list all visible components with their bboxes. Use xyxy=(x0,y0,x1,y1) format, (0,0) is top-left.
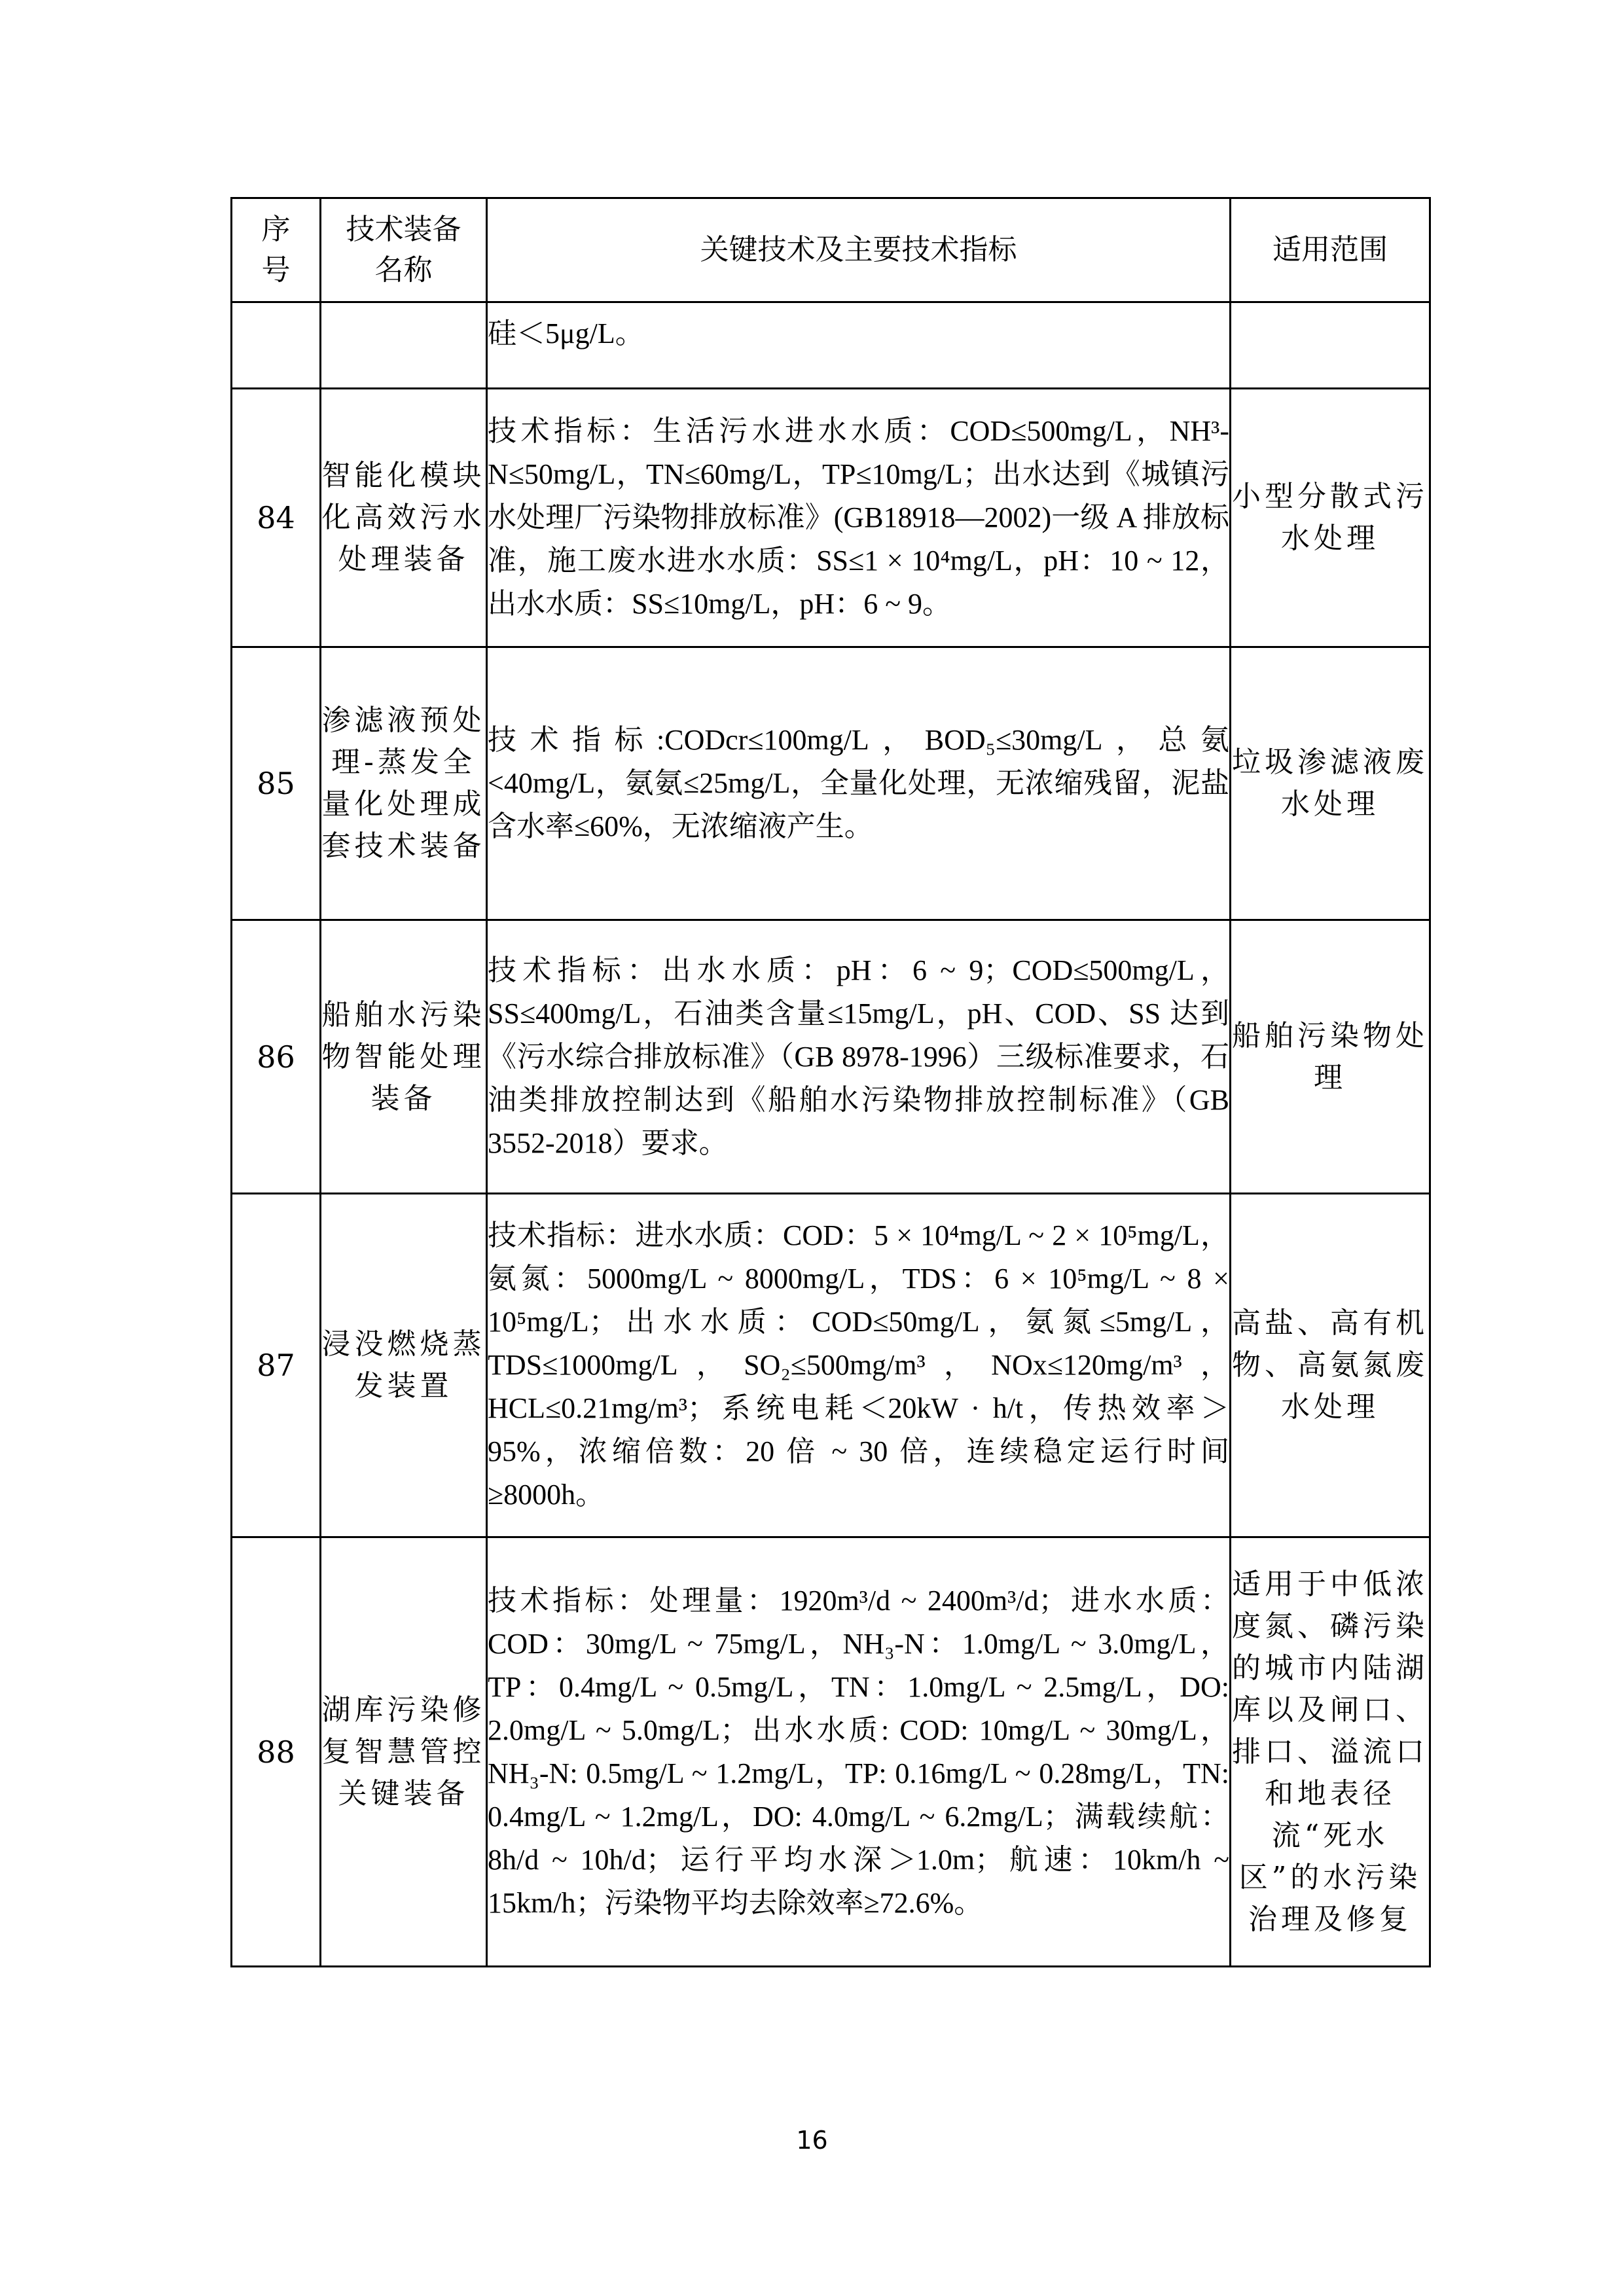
cell-key-technology: 技术指标：处理量：1920m³/d ~ 2400m³/d；进水水质：COD：30mg/L ~ 75mg/L，NH₃-N：1.0mg/L ~ 3.0mg/L，TP：0.4mg/L ~ 0.5mg/L，TN：1.0mg/L ~ 2.5mg/L，DO: 2.0mg/L ~ 5.0mg/L；出水水质: COD: 10mg/L ~ 30mg/L，NH₃-N: 0.5mg/L ~ 1.2mg/L，TP: 0.16mg/L ~ 0.28mg/L，TN: 0.4mg/L ~ 1.2mg/L，DO: 4.0mg/L ~ 6.2mg/L；满载续航：8h/d ~ 10h/d；运行平均水深＞1.0m；航速：10km/h ~ 15km/h；污染物平均去除效率≥72.6%。 xyxy=(487,1537,1231,1967)
cell-application-scope: 小型分散式污水处理 xyxy=(1231,389,1430,647)
cell-application-scope: 适用于中低浓度氮、磷污染的城市内陆湖库以及闸口、排口、溢流口和地表径流“死水区”的水污染治理及修复 xyxy=(1231,1537,1430,1967)
table-row xyxy=(232,920,1430,1194)
header-equipment-name: 技术装备名称 xyxy=(321,198,487,302)
cell-key-technology: 技术指标:CODcr≤100mg/L，BOD₅≤30mg/L，总氨<40mg/L，氨氨≤25mg/L，全量化处理，无浓缩残留，泥盐含水率≤60%，无浓缩液产生。 xyxy=(487,647,1231,920)
cell-equipment-name: 湖库污染修复智慧管控关键装备 xyxy=(321,1537,487,1967)
cell-equipment-name: 浸没燃烧蒸发装置 xyxy=(321,1194,487,1537)
table-row-continuation xyxy=(232,302,1430,389)
cell-equipment-name: 船舶水污染物智能处理装备 xyxy=(321,920,487,1194)
cell-application-scope: 船舶污染物处理 xyxy=(1231,920,1430,1194)
cell-serial-number: 86 xyxy=(232,920,321,1194)
cell-serial-number: 84 xyxy=(232,389,321,647)
cell-serial-number: 85 xyxy=(232,647,321,920)
cell-key-technology: 技术指标：生活污水进水水质：COD≤500mg/L，NH³-N≤50mg/L，TN≤60mg/L，TP≤10mg/L；出水达到《城镇污水处理厂污染物排放标准》(GB18918—2002)一级 A 排放标准，施工废水进水水质：SS≤1 × 10⁴mg/L，pH：10 ~ 12，出水水质：SS≤10mg/L，pH：6 ~ 9。 xyxy=(487,389,1231,647)
cell-serial-number: 87 xyxy=(232,1194,321,1537)
cell-serial-number: 88 xyxy=(232,1537,321,1967)
cell-key-technology: 硅＜5μg/L。 xyxy=(487,302,1231,389)
header-application-scope: 适用范围 xyxy=(1231,198,1430,302)
table-header-row xyxy=(232,198,1430,302)
cell-application-scope xyxy=(1231,302,1430,389)
cell-serial-number xyxy=(232,302,321,389)
table-row xyxy=(232,389,1430,647)
cell-key-technology: 技术指标：进水水质：COD：5 × 10⁴mg/L ~ 2 × 10⁵mg/L，氨氮：5000mg/L ~ 8000mg/L，TDS：6 × 10⁵mg/L ~ 8 × 10⁵mg/L；出水水质：COD≤50mg/L，氨氮≤5mg/L，TDS≤1000mg/L，SO₂≤500mg/m³，NOx≤120mg/m³，HCL≤0.21mg/m³；系统电耗＜20kW · h/t，传热效率＞95%，浓缩倍数：20 倍 ~ 30 倍，连续稳定运行时间≥8000h。 xyxy=(487,1194,1231,1537)
equipment-spec-table xyxy=(230,197,1431,1967)
cell-equipment-name xyxy=(321,302,487,389)
table-row xyxy=(232,1194,1430,1537)
cell-application-scope: 垃圾渗滤液废水处理 xyxy=(1231,647,1430,920)
cell-key-technology: 技术指标：出水水质：pH：6 ~ 9；COD≤500mg/L，SS≤400mg/L，石油类含量≤15mg/L，pH、COD、SS 达到《污水综合排放标准》（GB 8978-1996）三级标准要求，石油类排放控制达到《船舶水污染物排放控制标准》（GB 3552-2018）要求。 xyxy=(487,920,1231,1194)
cell-equipment-name: 渗滤液预处理-蒸发全量化处理成套技术装备 xyxy=(321,647,487,920)
cell-equipment-name: 智能化模块化高效污水处理装备 xyxy=(321,389,487,647)
cell-application-scope: 高盐、高有机物、高氨氮废水处理 xyxy=(1231,1194,1430,1537)
header-key-technology: 关键技术及主要技术指标 xyxy=(487,198,1231,302)
table-row xyxy=(232,1537,1430,1967)
table-row xyxy=(232,647,1430,920)
page-number: 16 xyxy=(796,2126,828,2155)
header-serial-number: 序号 xyxy=(232,198,321,302)
